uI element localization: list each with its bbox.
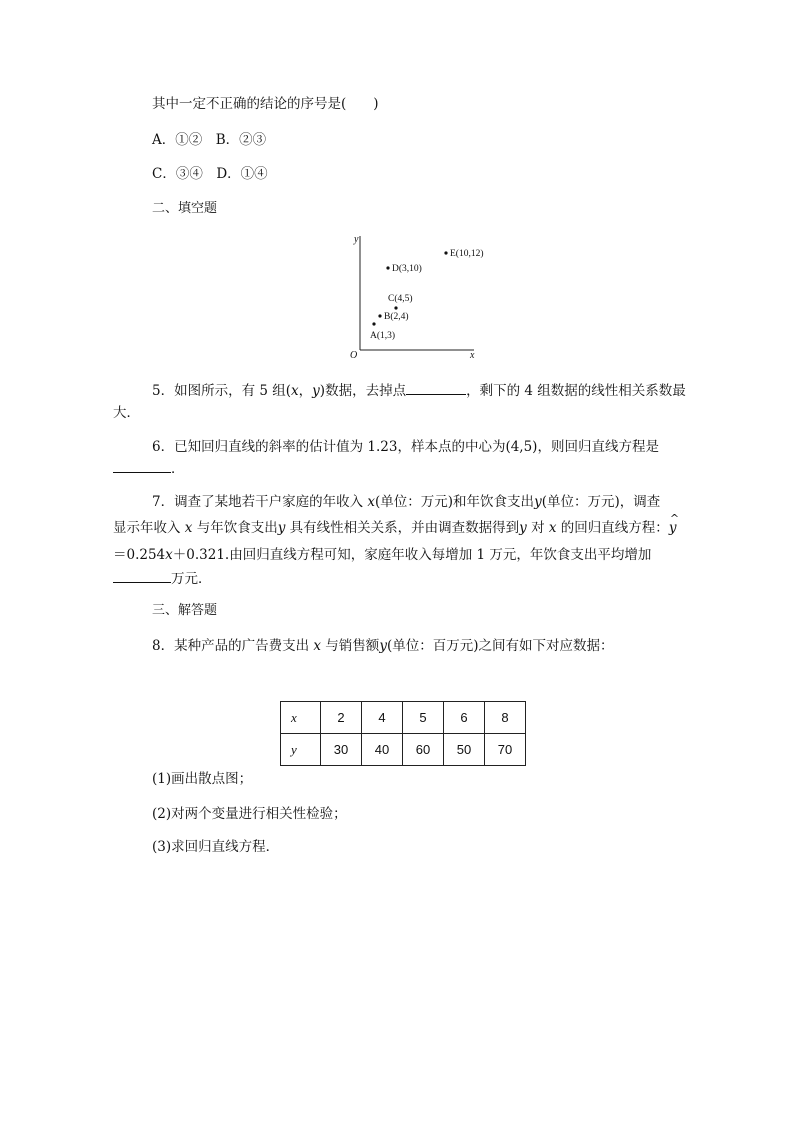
table-cell: 40	[362, 734, 403, 766]
question-8-stem	[152, 637, 614, 655]
q8-subquestion-2: (2)对两个变量进行相关性检验；	[152, 806, 347, 822]
question-7-line-4	[113, 570, 212, 588]
scatter-point-label: E(10,12)	[450, 249, 484, 259]
question-7-line-3	[113, 546, 651, 564]
q7-text-j: ＋0.321.由回归直线方程可知，家庭年收入每增加 1 万元，年饮食支出平均增加	[172, 547, 652, 563]
question-7-line-2	[113, 519, 676, 537]
q7-answer-blank[interactable]	[113, 570, 171, 583]
origin-label: O	[350, 350, 358, 361]
q7-var-y: y	[534, 494, 542, 510]
scatter-point-b	[378, 314, 381, 317]
q8-text-c: (单位：百万元)之间有如下对应数据：	[386, 638, 614, 654]
table-cell: 60	[403, 734, 444, 766]
q7-text-i: ＝0.254	[113, 547, 166, 563]
q7-var-x4: x	[165, 547, 173, 563]
q7-unit: 万元．	[171, 571, 212, 587]
q5-var-x: x	[291, 383, 299, 399]
q7-y-hat: ^ y	[669, 519, 677, 537]
options-row-1: A．①② B．②③	[152, 132, 267, 148]
q7-var-x3: x	[548, 520, 557, 536]
scatter-point-d	[386, 266, 389, 269]
options-row-2: C．③④ D．①④	[152, 166, 268, 182]
q8-subquestion-1: (1)画出散点图；	[152, 771, 253, 787]
table-cell: 6	[444, 702, 485, 734]
q7-var-x: x	[367, 494, 376, 510]
table-cell: 50	[444, 734, 485, 766]
scatter-point-label: B(2,4)	[384, 312, 409, 322]
q6-period: ．	[171, 461, 185, 477]
q7-text-h: 的回归直线方程：	[556, 520, 669, 536]
question-5-line-2: 大．	[113, 405, 140, 421]
q5-text-b: )数据，去掉点	[319, 383, 407, 399]
scatter-svg	[340, 228, 500, 364]
question-stem: 其中一定不正确的结论的序号是( )	[152, 96, 379, 112]
scatter-point-label: D(3,10)	[392, 264, 422, 274]
section-answer: 三、解答题	[152, 603, 218, 618]
q7-text-a: 7．调查了某地若干户家庭的年收入	[152, 494, 368, 510]
question-6-line-1: 6．已知回归直线的斜率的估计值为 1.23，样本点的中心为(4,5)，则回归直线方程是	[152, 439, 659, 455]
q7-text-g: 对	[526, 520, 549, 536]
q8-var-x: x	[313, 638, 322, 654]
data-table	[280, 701, 526, 766]
q8-text-a: 8．某种产品的广告费支出	[152, 638, 314, 654]
q8-text-b: 与销售额	[321, 638, 380, 654]
q7-text-c: (单位：万元)，调查	[541, 494, 661, 510]
q6-answer-blank[interactable]	[113, 460, 171, 473]
table-header-y: y	[281, 734, 321, 766]
q8-subquestion-3: (3)求回归直线方程．	[152, 839, 280, 855]
table-cell: 4	[362, 702, 403, 734]
question-6-line-2	[113, 460, 185, 478]
q7-var-y3: y	[519, 520, 527, 536]
table-cell: 2	[321, 702, 362, 734]
table-row-y	[281, 734, 526, 766]
q7-text-e: 与年饮食支出	[192, 520, 278, 536]
q7-var-y2: y	[277, 520, 286, 536]
table-cell: 30	[321, 734, 362, 766]
scatter-point-e	[444, 251, 447, 254]
section-fill-in: 二、填空题	[152, 201, 218, 216]
table-header-x: x	[281, 702, 321, 734]
q7-text-f: 具有线性相关关系，并由调查数据得到	[285, 520, 520, 536]
table-cell: 5	[403, 702, 444, 734]
scatter-point-c	[394, 306, 397, 309]
question-5-line-1	[152, 382, 686, 400]
scatter-figure	[340, 228, 500, 364]
q5-comma: ，	[298, 383, 313, 399]
q7-var-x2: x	[184, 520, 193, 536]
x-axis-label: x	[470, 350, 475, 361]
table-row-x	[281, 702, 526, 734]
scatter-point-label: C(4,5)	[388, 294, 413, 304]
q5-var-y: y	[312, 383, 320, 399]
y-axis-label: y	[354, 234, 359, 245]
table-cell: 70	[485, 734, 526, 766]
table-cell: 8	[485, 702, 526, 734]
q7-text-d: 显示年收入	[113, 520, 185, 536]
q5-text-c: ，剩下的 4 组数据的线性相关系数最	[466, 383, 686, 399]
q5-text-a: 5．如图所示，有 5 组(	[152, 383, 292, 399]
q8-var-y: y	[379, 638, 387, 654]
scatter-point-a	[372, 322, 375, 325]
scatter-point-label: A(1,3)	[370, 331, 396, 341]
question-7-line-1	[152, 493, 660, 511]
q7-text-b: (单位：万元)和年饮食支出	[375, 494, 535, 510]
q5-answer-blank[interactable]	[406, 382, 466, 395]
